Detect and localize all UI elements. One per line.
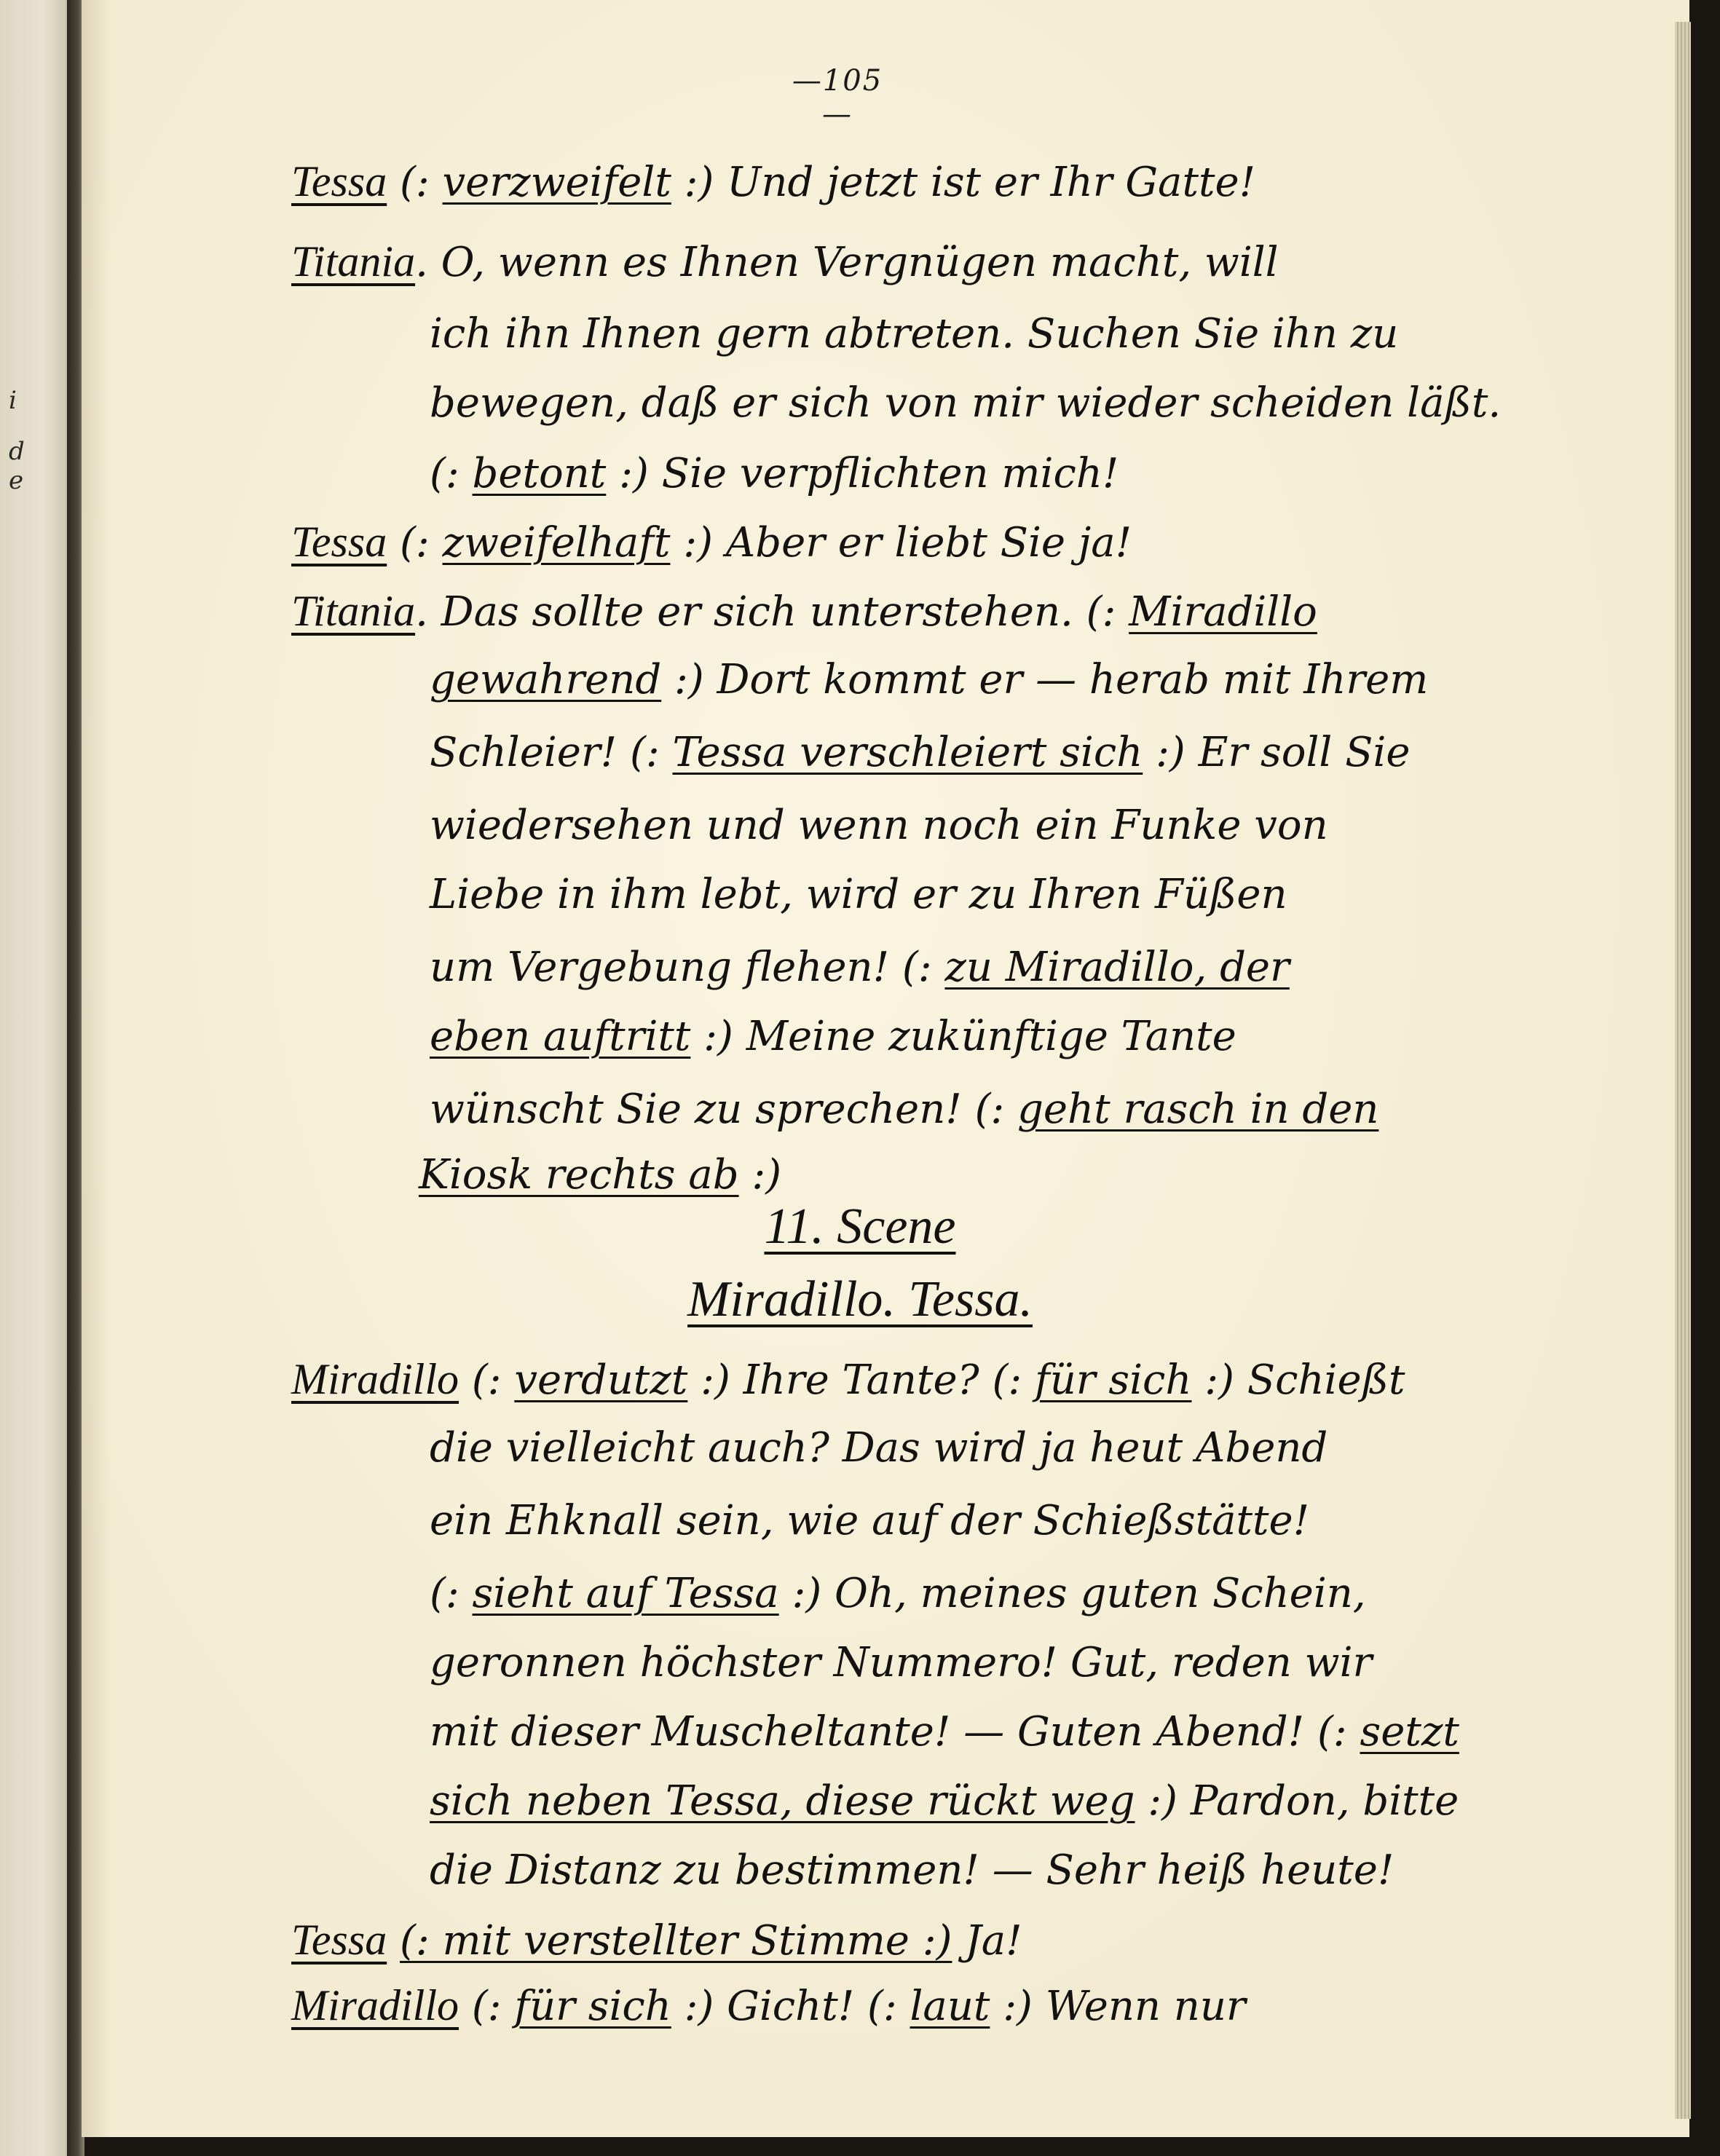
stage-direction: zu Miradillo, der xyxy=(944,944,1290,991)
scene-characters-text: Miradillo. Tessa. xyxy=(687,1271,1033,1327)
stage-direction: für sich xyxy=(514,1983,671,2030)
dialogue-text: wünscht Sie zu sprechen! (: xyxy=(430,1086,1018,1133)
stage-direction: setzt xyxy=(1360,1708,1459,1756)
dialogue-text: Liebe in ihm lebt, wird er zu Ihren Füßen xyxy=(430,871,1287,918)
stage-direction: verzweifelt xyxy=(442,159,671,206)
dialogue-text: :) Meine zukünftige Tante xyxy=(690,1013,1236,1060)
dialogue-text: :) Schießt xyxy=(1191,1357,1405,1404)
manuscript-line xyxy=(430,652,1428,708)
margin-fragment: d xyxy=(9,437,25,466)
stage-direction: sich neben Tessa, diese rückt weg xyxy=(430,1777,1135,1825)
stage-direction: Tessa verschleiert sich xyxy=(672,729,1143,776)
manuscript-line xyxy=(291,1351,1405,1407)
dialogue-text: ein Ehknall sein, wie auf der Schießstätte! xyxy=(430,1497,1310,1544)
dialogue-text: bewegen, daß er sich von mir wieder scheiden läßt. xyxy=(430,379,1502,427)
manuscript-line xyxy=(291,153,1255,210)
facing-page-edge xyxy=(0,0,71,2156)
dialogue-text: :) xyxy=(738,1151,782,1199)
dialogue-text xyxy=(387,1917,400,1965)
speaker-name: Tessa xyxy=(291,157,387,205)
scene-title-text: 11. Scene xyxy=(764,1199,956,1255)
dialogue-text: :) Und jetzt ist er Ihr Gatte! xyxy=(671,159,1256,206)
manuscript-line xyxy=(430,1565,1366,1622)
margin-fragment: i xyxy=(9,386,17,415)
stage-direction: eben auftritt xyxy=(430,1013,691,1060)
stage-direction: laut xyxy=(910,1983,990,2030)
stage-direction: zweifelhaft xyxy=(442,519,671,566)
dialogue-text: (: xyxy=(430,1570,473,1617)
manuscript-line xyxy=(430,306,1398,363)
manuscript-line xyxy=(430,1635,1372,1691)
stage-direction: gewahrend xyxy=(430,656,662,703)
manuscript-line xyxy=(430,1081,1378,1138)
manuscript-line xyxy=(430,1493,1309,1549)
manuscript-line xyxy=(291,583,1317,639)
manuscript-line xyxy=(291,513,1132,570)
dialogue-text: (: xyxy=(387,519,443,566)
dialogue-text: :) Pardon, bitte xyxy=(1135,1777,1459,1825)
stage-direction: sieht auf Tessa xyxy=(472,1570,779,1617)
dialogue-text: . O, wenn es Ihnen Vergnügen macht, will xyxy=(415,239,1279,286)
speaker-name: Tessa xyxy=(291,518,387,566)
manuscript-line xyxy=(430,724,1411,781)
dialogue-text: wiedersehen und wenn noch ein Funke von xyxy=(430,802,1328,849)
dialogue-text: (: xyxy=(459,1983,515,2030)
dialogue-text: (: xyxy=(387,159,443,206)
dialogue-text: :) Wenn nur xyxy=(990,1983,1246,2030)
page-number: —105— xyxy=(792,64,883,131)
manuscript-line xyxy=(430,375,1501,432)
manuscript-line xyxy=(430,797,1328,854)
dialogue-text: . Das sollte er sich unterstehen. (: xyxy=(415,588,1129,636)
stage-direction: betont xyxy=(472,450,607,497)
stage-direction: für sich xyxy=(1034,1357,1192,1404)
stage-direction: Miradillo xyxy=(1129,588,1317,636)
manuscript-line xyxy=(430,446,1119,502)
dialogue-text: :) Ihre Tante? (: xyxy=(687,1357,1035,1404)
speaker-name: Titania xyxy=(291,587,416,635)
dialogue-text: :) Er soll Sie xyxy=(1143,729,1411,776)
manuscript-line xyxy=(430,1008,1236,1065)
stage-direction: (: mit verstellter Stimme :) xyxy=(400,1917,952,1965)
dialogue-text: :) Oh, meines guten Schein, xyxy=(778,1570,1366,1617)
speaker-name: Miradillo xyxy=(291,1981,459,2029)
manuscript-line xyxy=(291,1911,1022,1968)
stage-direction: Kiosk rechts ab xyxy=(419,1151,739,1199)
dialogue-text: ich ihn Ihnen gern abtreten. Suchen Sie ihn zu xyxy=(430,310,1399,358)
manuscript-line xyxy=(430,866,1287,923)
speaker-name: Tessa xyxy=(291,1916,387,1964)
page-stack-edge xyxy=(1675,22,1691,2119)
dialogue-text: :) Gicht! (: xyxy=(671,1983,910,2030)
dialogue-text: die Distanz zu bestimmen! — Sehr heiß heute! xyxy=(430,1847,1394,1894)
dialogue-text: :) Dort kommt er — herab mit Ihrem xyxy=(661,656,1429,703)
dialogue-text: mit dieser Muscheltante! — Guten Abend! (: xyxy=(430,1708,1360,1756)
dialogue-text: die vielleicht auch? Das wird ja heut Abend xyxy=(430,1424,1328,1472)
speaker-name: Miradillo xyxy=(291,1355,459,1403)
speaker-name: Titania xyxy=(291,237,416,285)
dialogue-text: (: xyxy=(430,450,473,497)
manuscript-line xyxy=(430,939,1290,996)
manuscript-line xyxy=(430,1420,1328,1477)
manuscript-line xyxy=(430,1773,1459,1830)
dialogue-text: Schleier! (: xyxy=(430,729,673,776)
dialogue-text: (: xyxy=(459,1357,515,1404)
scene-title xyxy=(0,1194,1720,1260)
dialogue-text: geronnen höchster Nummero! Gut, reden wir xyxy=(430,1639,1373,1686)
dialogue-text: :) Sie verpflichten mich! xyxy=(606,450,1119,497)
manuscript-line xyxy=(291,233,1279,290)
dialogue-text: :) Aber er liebt Sie ja! xyxy=(670,519,1132,566)
manuscript-line xyxy=(430,1842,1394,1899)
manuscript-line xyxy=(291,1977,1246,2034)
manuscript-line xyxy=(430,1704,1459,1761)
scene-characters xyxy=(0,1267,1720,1332)
stage-direction: geht rasch in den xyxy=(1017,1086,1379,1133)
dialogue-text: Ja! xyxy=(952,1917,1022,1965)
margin-fragment: e xyxy=(9,466,24,495)
stage-direction: verdutzt xyxy=(514,1357,688,1404)
dialogue-text: um Vergebung flehen! (: xyxy=(430,944,945,991)
